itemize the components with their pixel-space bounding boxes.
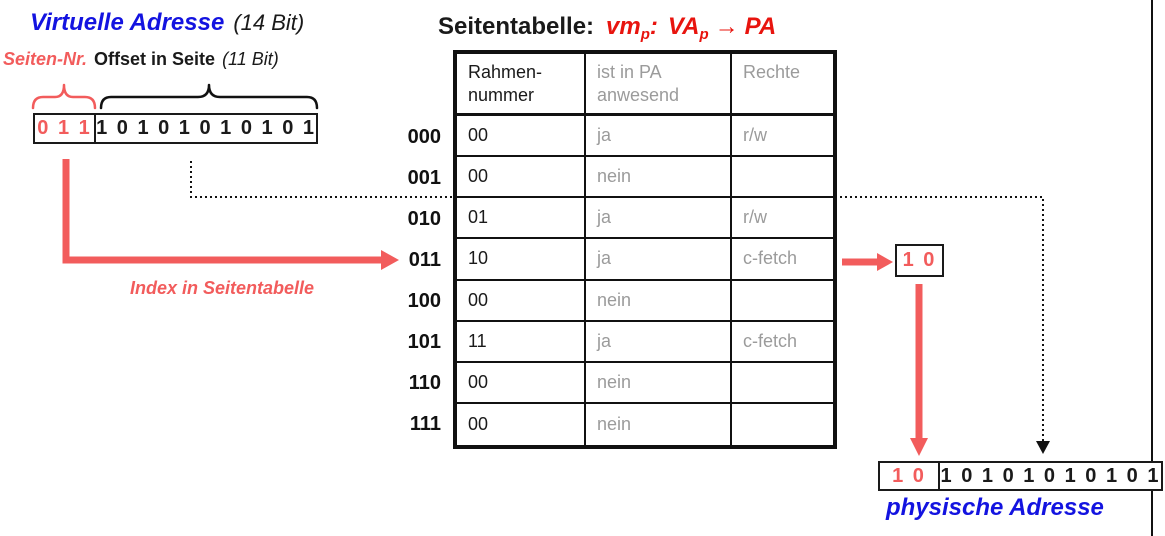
table-cell-present: nein [586,157,732,198]
physical-address-box [878,461,1163,491]
table-cell-frame: 00 [457,363,586,404]
page-table [453,50,837,449]
physical-address-frame-bits: 1 0 [880,463,940,489]
column-header-framenumber [457,54,586,116]
table-cell-frame: 11 [457,322,586,363]
slide-right-border [1151,0,1153,536]
table-cell-frame: 00 [457,281,586,322]
frame-lookup-arrow-head-icon [877,253,893,271]
physical-address-offset-bits: 1 0 1 0 1 0 1 0 1 0 1 [940,464,1161,487]
table-cell-present: ja [586,239,732,280]
index-arrow-label: Index in Seitentabelle [130,278,315,298]
virtual-address-box [33,113,318,144]
table-cell-rights [732,363,833,404]
maps-to-arrow-icon: → [714,13,739,40]
table-cell-present: ja [586,322,732,363]
column-header-present [586,54,732,116]
virtual-address-bitcount: (14 Bit) [233,10,305,35]
table-cell-present: nein [586,363,732,404]
formula-fn-sub: p [640,26,650,43]
page-bits-brace [33,85,95,108]
frame-number-box: 1 0 [895,244,944,277]
table-cell-frame: 01 [457,198,586,239]
formula-colon: : [649,13,658,40]
table-cell-rights [732,281,833,322]
column-header-line: ist in PA [597,62,662,82]
row-label-101: 101 [407,331,441,353]
index-arrow-line [66,159,381,260]
table-cell-present: ja [586,116,732,157]
column-header-rights [732,54,833,116]
formula-fn: vm [606,13,641,40]
table-cell-rights: c-fetch [732,322,833,363]
frame-to-pa-arrow-head-icon [910,438,928,456]
row-label-111: 111 [409,413,441,435]
column-header-line: anwesend [597,85,680,105]
table-cell-rights: c-fetch [732,239,833,280]
column-header-line: Rechte [743,62,801,82]
offset-label: Offset in Seite [94,49,216,69]
virtual-address-title: Virtuelle Adresse [30,9,225,36]
virtual-address-offset-bits: 1 0 1 0 1 0 1 0 1 0 1 [96,117,316,139]
row-label-110: 110 [408,372,441,394]
table-cell-frame: 00 [457,404,586,445]
formula-domain-sub: p [699,26,709,43]
page-table-formula [606,13,776,43]
virtual-address-heading [30,9,304,37]
table-cell-frame: 00 [457,116,586,157]
table-cell-present: ja [586,198,732,239]
table-cell-rights: r/w [732,198,833,239]
column-header-line: nummer [468,85,535,105]
physical-address-label: physische Adresse [886,494,1104,521]
row-label-011: 011 [408,249,441,271]
table-cell-rights [732,404,833,445]
row-label-000: 000 [407,126,441,148]
offset-bits-brace [101,85,317,108]
offset-copy-arrow-head-icon [1036,441,1050,454]
table-cell-present: nein [586,404,732,445]
table-cell-rights: r/w [732,116,833,157]
row-label-010: 010 [407,208,441,230]
page-table-title: Seitentabelle: [438,13,595,40]
virtual-address-page-bits: 0 1 1 [35,115,96,142]
table-cell-frame: 00 [457,157,586,198]
formula-range: PA [744,13,777,40]
offset-bitcount: (11 Bit) [222,49,279,69]
page-number-label: Seiten-Nr. [3,49,88,69]
virtual-address-field-labels [3,49,279,70]
row-label-001: 001 [407,167,441,189]
page-table-heading [438,13,776,43]
column-header-line: Rahmen- [468,62,543,82]
table-cell-present: nein [586,281,732,322]
formula-domain: VA [667,13,700,40]
table-cell-rights [732,157,833,198]
table-cell-frame: 10 [457,239,586,280]
row-label-100: 100 [407,290,441,312]
